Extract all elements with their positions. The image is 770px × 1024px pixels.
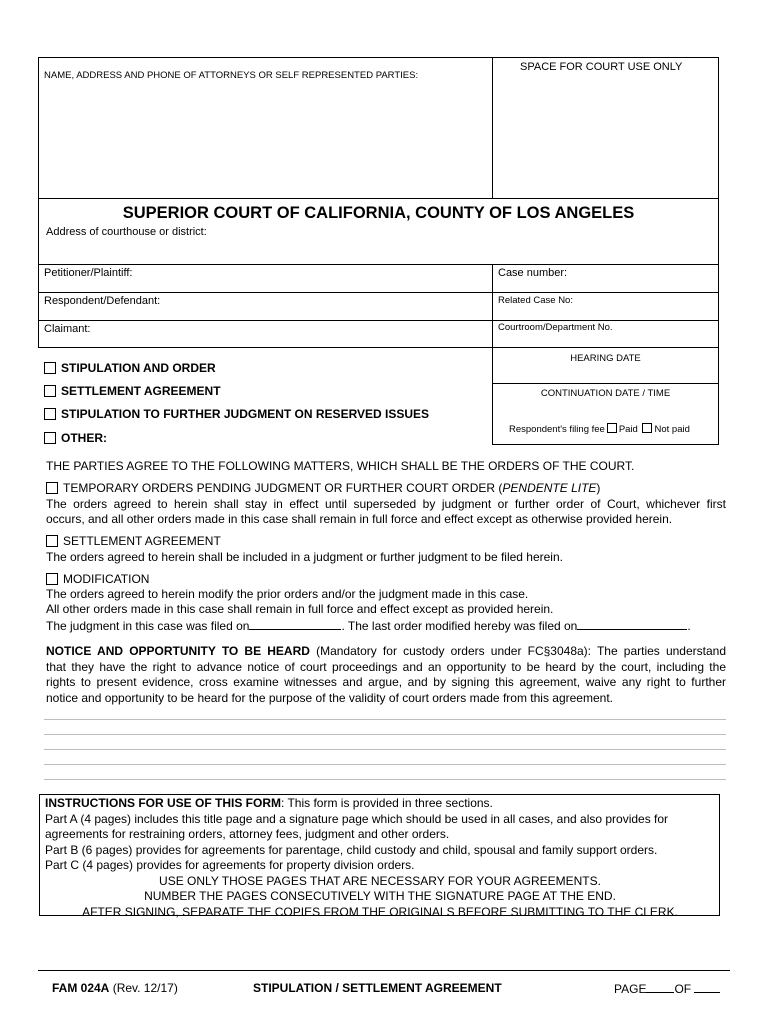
courtroom-label: Courtroom/Department No. [498, 322, 613, 333]
checkbox-settlement[interactable] [46, 535, 58, 547]
checkbox-further-judgment[interactable] [44, 408, 56, 420]
petitioner-label: Petitioner/Plaintiff: [44, 267, 133, 279]
option-settlement-agreement[interactable]: SETTLEMENT AGREEMENT [44, 384, 221, 398]
settlement-text: The orders agreed to herein shall be included in a judgment or further judgment to be filed herein. [46, 550, 563, 564]
header-divider [492, 57, 493, 198]
continuation-label: CONTINUATION DATE / TIME [540, 388, 671, 399]
notice-line-3: rights to present evidence, cross examine witnesses and argue, and by signing this agreement, waive any right to further [46, 675, 726, 689]
option-stipulation-order[interactable]: STIPULATION AND ORDER [44, 361, 216, 375]
settlement-heading: SETTLEMENT AGREEMENT [46, 534, 221, 550]
temp-orders-heading: TEMPORARY ORDERS PENDING JUDGMENT OR FURTHER COURT ORDER (PENDENTE LITE) [46, 481, 600, 497]
instructions-part-c: Part C (4 pages) provides for agreements for property division orders. [45, 858, 415, 872]
option-further-judgment[interactable]: STIPULATION TO FURTHER JUDGMENT ON RESERVED ISSUES [44, 407, 429, 421]
respondent-label: Respondent/Defendant: [44, 295, 161, 307]
instructions-part-a-2: agreements for restraining orders, attorney fees, judgment and other orders. [45, 827, 450, 841]
notice-paragraph [46, 644, 726, 706]
modification-heading: MODIFICATION [46, 572, 149, 588]
address-label: Address of courthouse or district: [46, 226, 207, 238]
hearing-rule [492, 383, 719, 384]
checkbox-fee-not-paid[interactable] [642, 423, 652, 433]
claimant-label: Claimant: [44, 323, 91, 335]
filing-fee-row: Respondent's filing fee Paid Not paid [509, 424, 690, 435]
attorney-label: NAME, ADDRESS AND PHONE OF ATTORNEYS OR SELF REPRESENTED PARTIES: [44, 70, 419, 81]
checkbox-temporary-orders[interactable] [46, 482, 58, 494]
page-number: PAGE OF [614, 981, 720, 996]
temp-orders-text-1: The orders agreed to herein shall stay in effect until superseded by judgment or further order of Court, whichever first [46, 497, 726, 511]
parties-agree-text: THE PARTIES AGREE TO THE FOLLOWING MATTERS, WHICH SHALL BE THE ORDERS OF THE COURT. [46, 459, 635, 473]
instructions-part-b: Part B (6 pages) provides for agreements for parentage, child custody and child, spousal and family support orders. [45, 842, 658, 857]
instructions-note-3: AFTER SIGNING, SEPARATE THE COPIES FROM THE ORIGINALS BEFORE SUBMITTING TO THE CLERK. [82, 904, 678, 919]
checkbox-stipulation-order[interactable] [44, 362, 56, 374]
footer-rule [38, 970, 730, 971]
instructions-note-1: USE ONLY THOSE PAGES THAT ARE NECESSARY FOR YOUR AGREEMENTS. [159, 873, 601, 888]
form-id: FAM 024A (Rev. 12/17) [52, 981, 178, 995]
title-rule-top [38, 198, 719, 199]
notice-line-4: notice and opportunity to be heard for the purpose of the validity of court orders made from this agreement. [46, 690, 613, 705]
respondent-rule [38, 320, 719, 321]
judgment-date-field[interactable] [249, 618, 341, 630]
modification-text-3: The judgment in this case was filed on . The last order modified hereby was filed on . [46, 619, 691, 633]
instructions-heading: INSTRUCTIONS FOR USE OF THIS FORM: This form is provided in three sections. [45, 796, 493, 810]
related-case-label: Related Case No: [498, 295, 573, 306]
checkbox-fee-paid[interactable] [607, 423, 617, 433]
modification-text-2: All other orders made in this case shall remain in full force and effect except as provided herein. [46, 602, 554, 616]
option-other[interactable]: OTHER: [44, 431, 107, 445]
writein-line[interactable] [44, 749, 726, 750]
instructions-part-a-1: Part A (4 pages) includes this title page and a signature page which should be used in all cases, and also provides for [45, 811, 669, 826]
court-title: SUPERIOR COURT OF CALIFORNIA, COUNTY OF LOS ANGELES [122, 204, 635, 222]
writein-line[interactable] [44, 779, 726, 780]
instructions-note-2: NUMBER THE PAGES CONSECUTIVELY WITH THE SIGNATURE PAGE AT THE END. [144, 889, 616, 903]
notice-line-1: NOTICE AND OPPORTUNITY TO BE HEARD (Mandatory for custody orders under FC§3048a): The parties understand [46, 644, 727, 658]
modification-text-1: The orders agreed to herein modify the prior orders and/or the judgment made in this case. [46, 587, 529, 601]
petitioner-rule [38, 292, 719, 293]
page-number-field[interactable] [646, 981, 674, 993]
court-use-label: SPACE FOR COURT USE ONLY [520, 61, 683, 73]
instructions-content [45, 796, 715, 920]
parties-divider [492, 264, 493, 348]
checkbox-modification[interactable] [46, 573, 58, 585]
writein-line[interactable] [44, 734, 726, 735]
checkbox-settlement-agreement[interactable] [44, 385, 56, 397]
footer-title: STIPULATION / SETTLEMENT AGREEMENT [253, 981, 502, 995]
checkbox-other[interactable] [44, 432, 56, 444]
page-total-field[interactable] [694, 981, 720, 993]
writein-line[interactable] [44, 764, 726, 765]
notice-line-2: that they have the right to advance notice of court proceedings and an opportunity to be heard by the court, including the [46, 659, 726, 674]
address-rule [38, 264, 719, 265]
temp-orders-text-2: occurs, and all other orders made in this case shall remain in full force and effect except as otherwise provided herein. [46, 512, 673, 526]
writein-line[interactable] [44, 719, 726, 720]
case-number-label: Case number: [498, 267, 568, 279]
doctype-rule-bottom [492, 444, 719, 445]
last-order-date-field[interactable] [577, 618, 687, 630]
hearing-date-label: HEARING DATE [570, 353, 641, 364]
